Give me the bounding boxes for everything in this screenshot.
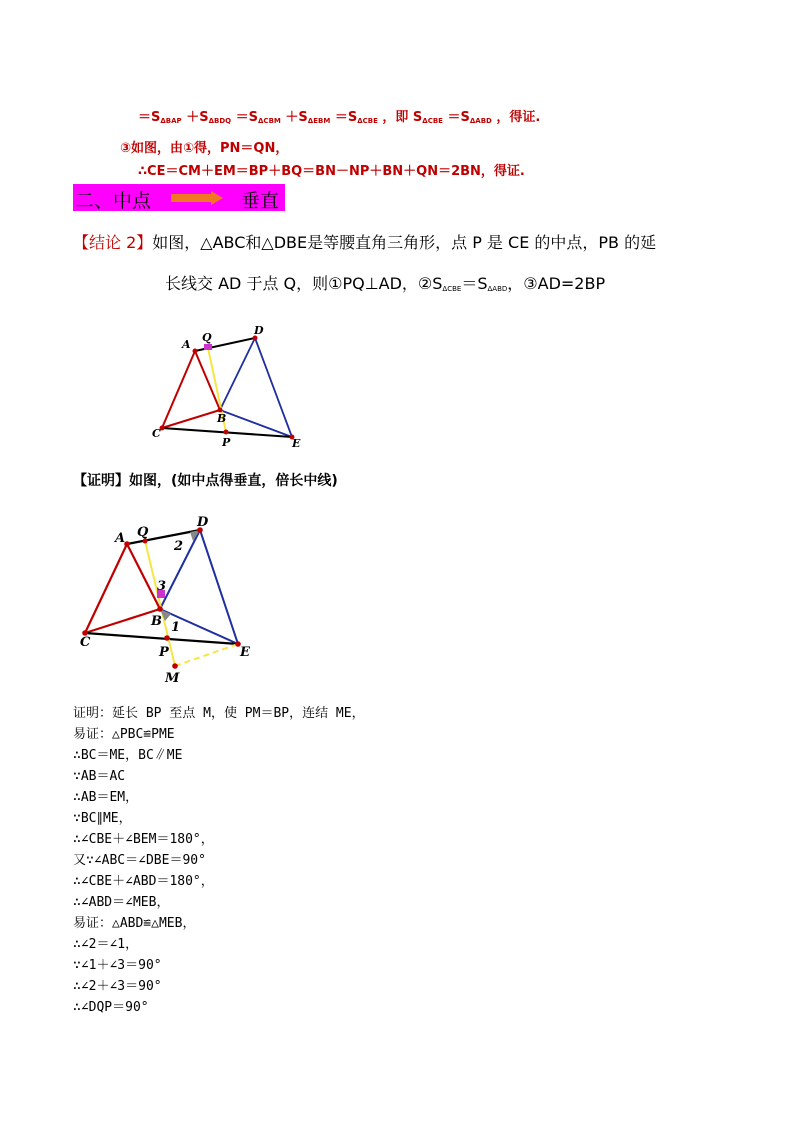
formula-line-2: ③如图，由①得，PN＝QN， [120,141,289,156]
proof-line: 易证：△PBC≌PME [73,727,175,742]
label-b: B [217,412,227,425]
formula-line-1: $=S_{\Delta BAP} +S_{\Delta BDQ} =S_{\Delta CBM} +S_{\Delta EBM} =S_{\Delta CBE}$ ，即 $S_{\Delta CBE} =S_{\Delta ABD}$ ，得证. [138,110,541,125]
label-e: E [240,645,250,660]
proof-line: ∴∠CBE＋∠BEM＝180°， [73,832,214,847]
triangle-dbe [220,338,292,437]
label-c: C [152,427,161,440]
conclusion-line-1: 【结论 2】如图，△ABC和△DBE是等腰直角三角形，点 P 是 CE 的中点，PB 的延 [73,233,657,252]
proof-line: ∴∠2＋∠3＝90° [73,979,162,994]
point-p [164,635,170,641]
label-a: A [182,338,191,351]
proof-line: ∴∠ABD＝∠MEB， [73,895,170,910]
conclusion-tag: 【结论 2】 [73,233,153,252]
label-1: 1 [171,620,181,635]
proof-line: ∴∠DQP＝90° [73,1000,149,1015]
label-d: D [254,324,264,337]
point-p [224,430,229,435]
label-e: E [292,437,301,450]
proof-line: 易证：△ABD≌△MEB， [73,916,196,931]
formula-line-3: ∴CE＝CM＋EM＝BP＋BQ＝BN－NP＋BN＋QN＝2BN，得证. [138,164,525,179]
q-marker [204,344,212,350]
section-heading [73,184,285,211]
label-2: 2 [174,539,184,554]
label-3: 3 [157,579,167,594]
label-q: Q [202,331,212,344]
label-p: P [159,645,169,660]
point-m [172,663,178,669]
figure-2 [75,510,265,685]
proof-line: ∴BC＝ME，BC∥ME [73,748,183,763]
proof-line: ∴AB＝EM， [73,790,139,805]
label-p: P [222,436,231,449]
label-d: D [197,515,209,530]
point-a [193,349,198,354]
proof-line: ∵AB＝AC [73,769,126,784]
proof-line: 证明：延长 BP 至点 M，使 PM＝BP，连结 ME， [73,706,365,721]
label-m: M [165,671,180,685]
label-c: C [80,635,91,650]
proof-line: 又∵∠ABC＝∠DBE＝90° [73,853,206,868]
proof-line: ∵∠1＋∠3＝90° [73,958,162,973]
right-arrow-icon [171,191,223,205]
section-heading-right: 垂直 [241,190,280,212]
label-q: Q [137,525,149,540]
section-heading-left: 二、中点 [75,190,152,212]
proof-line: ∴∠CBE＋∠ABD＝180°， [73,874,214,889]
label-b: B [151,614,162,629]
proof-line: ∵BC∥ME， [73,811,132,826]
proof-line: ∴∠2＝∠1， [73,937,139,952]
figure-1 [140,320,320,455]
point-b [157,606,163,612]
proof-title: 【证明】如图，(如中点得垂直，倍长中线) [73,473,338,489]
label-a: A [115,531,126,546]
segment-me [175,644,238,666]
conclusion-line-2: 长线交 AD 于点 Q，则①PQ⊥AD，$②S_{\Delta CBE}=S_{\Delta ABD}$，③AD=2BP [165,274,606,293]
